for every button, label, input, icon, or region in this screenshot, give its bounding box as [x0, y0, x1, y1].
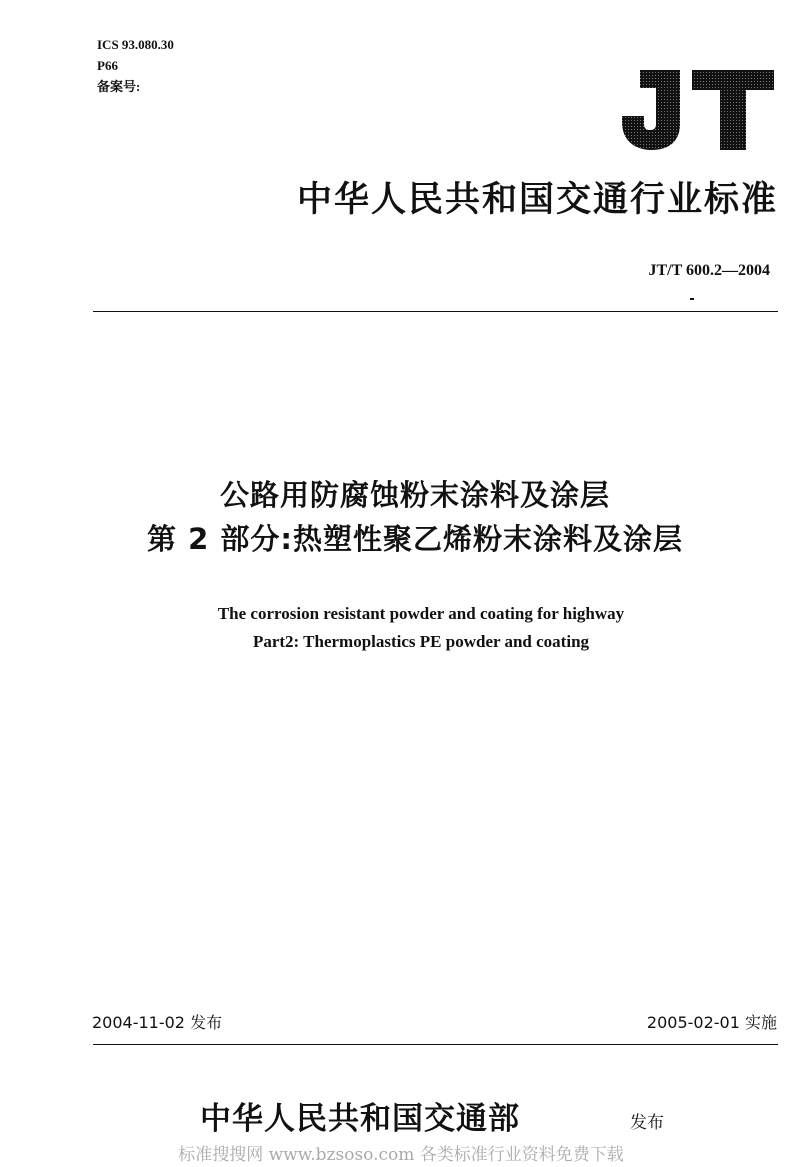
footer-divider — [93, 1044, 778, 1045]
ics-code: ICS 93.080.30 — [97, 37, 174, 52]
record-number-label: 备案号: — [97, 79, 141, 94]
issuing-authority: 中华人民共和国交通部 — [200, 1101, 520, 1137]
english-title-line-2: Part2: Thermoplastics PE powder and coating — [252, 632, 590, 651]
classification-block — [97, 34, 174, 97]
chinese-title-line-1: 公路用防腐蚀粉末涂料及涂层 — [219, 478, 610, 512]
ccs-code: P66 — [97, 58, 118, 73]
jt-logo — [618, 68, 776, 152]
chinese-title-line-2: 第 2 部分:热塑性聚乙烯粉末涂料及涂层 — [147, 522, 683, 556]
header-divider — [93, 311, 778, 312]
english-title-line-1: The corrosion resistant powder and coating for highway — [217, 604, 625, 623]
effective-date: 2005-02-01 实施 — [646, 1013, 777, 1032]
standard-code: JT/T 600.2—2004 — [648, 262, 770, 279]
standard-category-title: 中华人民共和国交通行业标准 — [296, 179, 778, 220]
watermark-text: 标准搜搜网 www.bzsoso.com 各类标准行业资料免费下载 — [178, 1145, 624, 1165]
publish-date: 2004-11-02 发布 — [92, 1013, 223, 1032]
scan-mark — [690, 298, 694, 300]
issued-label: 发布 — [630, 1113, 664, 1133]
